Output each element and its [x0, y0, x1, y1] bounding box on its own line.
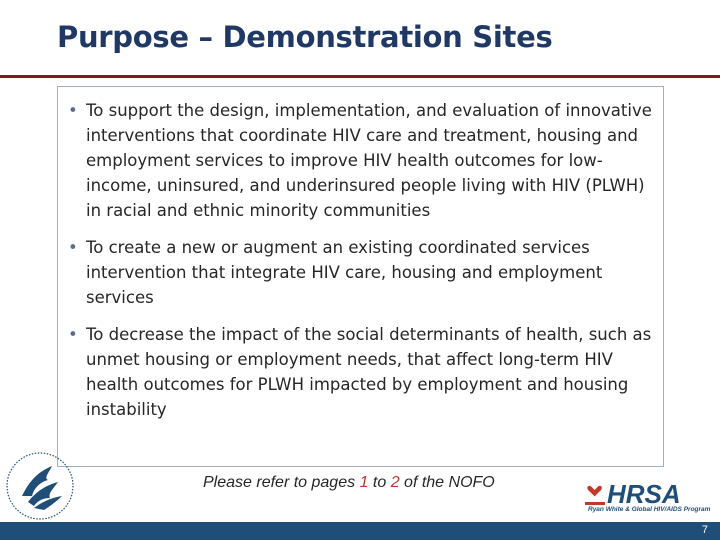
- bullet-item: [68, 322, 658, 422]
- hrsa-wordmark: HRSA: [607, 479, 681, 509]
- page-from: 1: [359, 474, 369, 491]
- bullet-dot-icon: •: [68, 101, 78, 120]
- note-suffix: of the NOFO: [399, 474, 495, 491]
- slide-title: Purpose – Demonstration Sites: [57, 20, 553, 54]
- page-number: 7: [701, 524, 708, 536]
- bullet-text: To create a new or augment an existing coordinated services intervention that integrate HIV care, housing and employment services: [86, 238, 603, 307]
- page-to: 2: [390, 474, 400, 491]
- bullet-item: [68, 235, 658, 310]
- bullet-text: To decrease the impact of the social determinants of health, such as unmet housing or employment needs, that affect long-term HIV health outcomes for PLWH impacted by employment and housing instability: [86, 325, 652, 419]
- title-divider: [0, 75, 720, 78]
- hrsa-subtitle: Ryan White & Global HIV/AIDS Program: [588, 506, 711, 513]
- bullet-dot-icon: •: [68, 238, 78, 257]
- note-prefix: Please refer to pages: [203, 474, 360, 491]
- bullet-text: To support the design, implementation, and evaluation of innovative interventions that coordinate HIV care and treatment, housing and employment services to improve HIV health outcomes for low-income, uninsured, and underinsured people living with HIV (PLWH) in racial and ethnic minority communities: [86, 101, 652, 220]
- bullet-item: [68, 98, 658, 223]
- note-middle: to: [368, 474, 391, 491]
- hrsa-logo-icon: [583, 478, 718, 520]
- footer-bar: [0, 522, 720, 540]
- hhs-seal-icon: [4, 450, 76, 522]
- nofo-reference-note: [203, 474, 495, 492]
- bullet-list: [68, 98, 658, 434]
- bullet-dot-icon: •: [68, 325, 78, 344]
